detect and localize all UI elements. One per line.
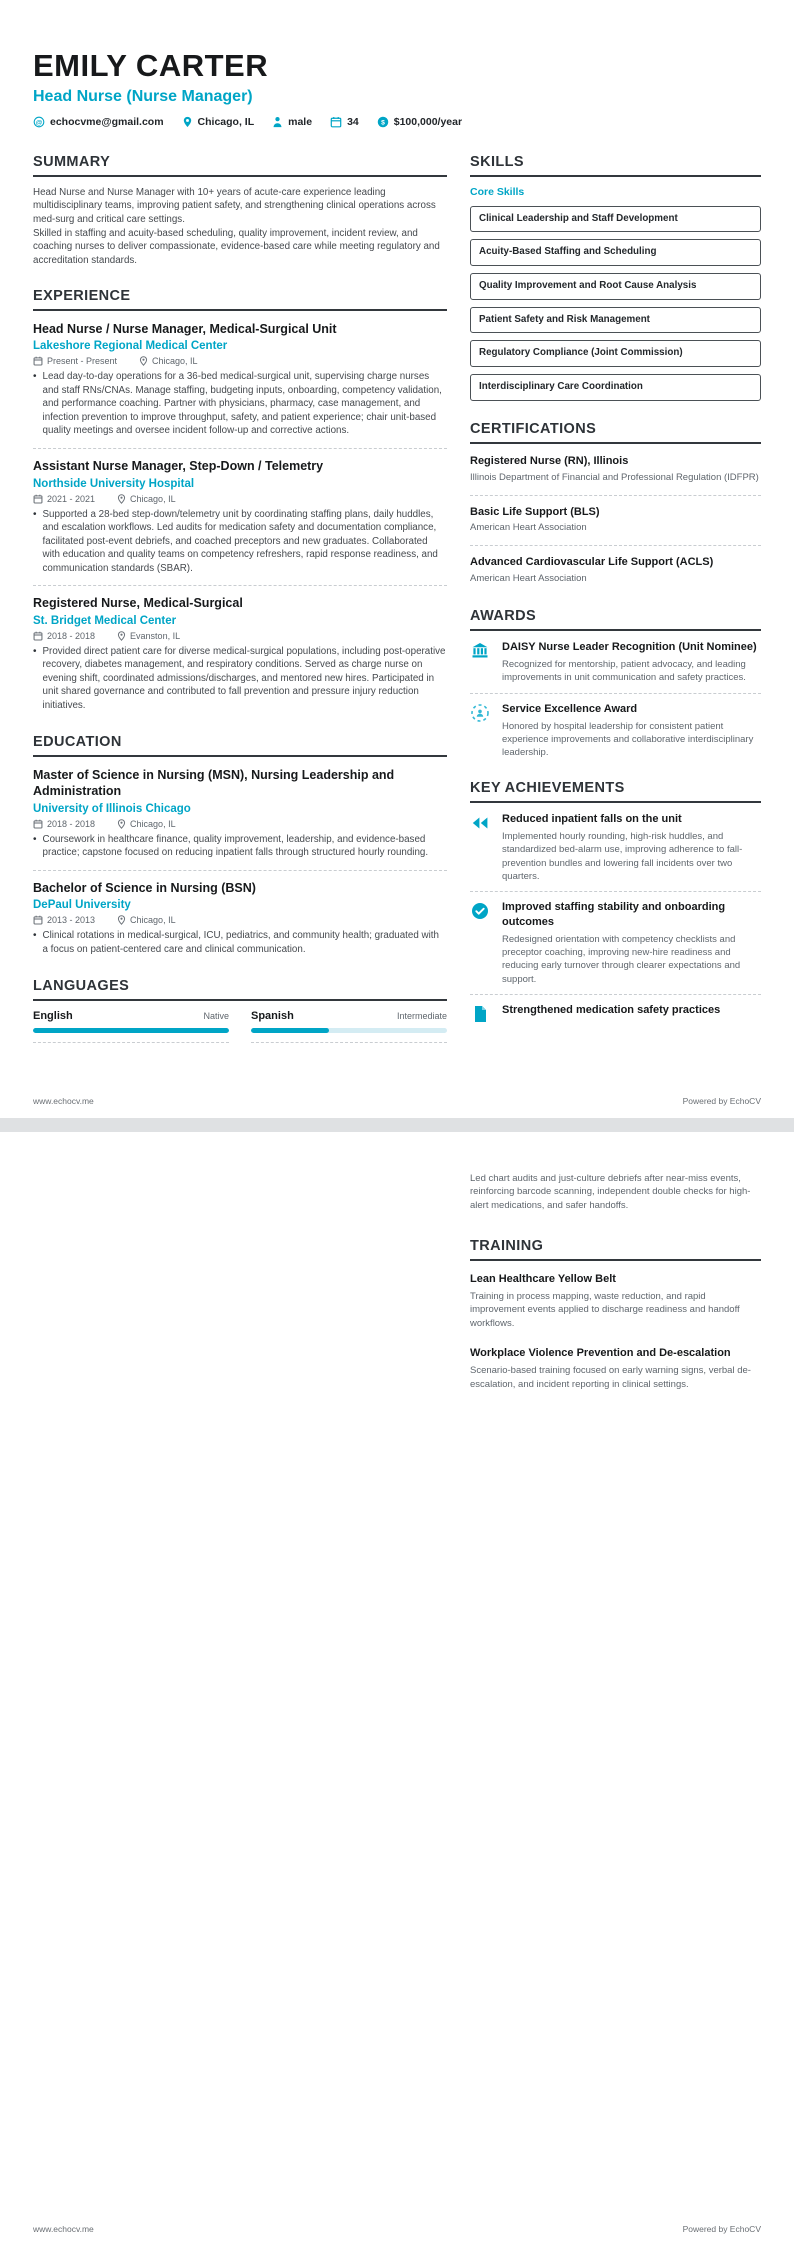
document-icon [470, 1003, 492, 1029]
language-bar [33, 1028, 229, 1033]
award-description: Honored by hospital leadership for consistent patient experience improvements and collaborative interdisciplinary leadership. [502, 720, 754, 759]
education-entry [33, 766, 447, 861]
certification-issuer: American Heart Association [470, 522, 587, 534]
page-footer [33, 2224, 761, 2234]
experience-company: St. Bridget Medical Center [33, 614, 177, 627]
entry-divider [33, 448, 447, 449]
location-pin-icon [117, 915, 126, 925]
calendar-icon [33, 915, 43, 925]
award-description: Recognized for mentorship, patient advocacy, and leading improvements in unit communication and safety practices. [502, 658, 746, 684]
experience-bullet: • Lead day-to-day operations for a 36-bed medical-surgical unit, supervising charge nurses and staff RNs/CNAs. Manage staffing, budgeting inputs, onboarding, competency validation, and performance coaching. Partner with physicians, pharmacy, case management, and infection prevention to improve throughput, safety, and patient experience; chair unit-based quality meetings and oversee incident follow-up and corrective actions. [33, 370, 447, 438]
achievement-entry [470, 1003, 761, 1029]
email-icon [33, 116, 45, 128]
education-bullet: • Clinical rotations in medical-surgical, ICU, pediatrics, and community health; graduated with a focus on patient-centered care and clinical communication. [33, 929, 447, 956]
skill-tag: Patient Safety and Risk Management [470, 307, 761, 334]
calendar-icon [33, 356, 43, 366]
experience-title: Registered Nurse, Medical-Surgical [33, 596, 243, 611]
experience-dates: 2021 - 2021 [33, 494, 95, 504]
experience-heading: EXPERIENCE [33, 288, 447, 311]
certification-name: Basic Life Support (BLS) [470, 505, 600, 518]
certifications-section [470, 421, 761, 588]
achievement-title: Strengthened medication safety practices [502, 1003, 721, 1016]
experience-bullet: • Supported a 28-bed step-down/telemetry unit by coordinating staffing plans, daily huddles, and escalation workflows. Led audits for medication safety and documentation compliance, facilitated post-event debriefs, and coached preceptors and new graduates. Collaborated with education and quality teams on competency refreshers, rapid response readiness, and communication standards (SBAR). [33, 508, 447, 576]
training-entry [470, 1270, 761, 1332]
certification-issuer: American Heart Association [470, 572, 587, 584]
left-column [33, 154, 447, 1064]
training-title: Workplace Violence Prevention and De-escalation [470, 1347, 731, 1360]
education-section [33, 734, 447, 958]
institution-icon [470, 640, 492, 685]
contact-salary: $ $100,000/year [377, 116, 462, 128]
summary-heading: SUMMARY [33, 154, 447, 177]
award-entry [470, 702, 761, 760]
experience-location: Evanston, IL [117, 631, 180, 641]
rewind-icon [470, 812, 492, 883]
skills-section [470, 154, 761, 401]
certification-entry [470, 453, 761, 487]
certification-entry [470, 554, 761, 588]
svg-text:@: @ [35, 118, 43, 126]
education-dates: 2018 - 2018 [33, 819, 95, 829]
education-school: University of Illinois Chicago [33, 802, 191, 815]
entry-divider [33, 870, 447, 871]
page-divider [0, 1118, 794, 1132]
entry-divider [470, 891, 761, 892]
summary-paragraph: Skilled in staffing and acuity-based scheduling, quality improvement, incident review, and coaching nurses to deliver compassionate, evidence-based care while meeting regulatory and accreditation standards. [33, 227, 440, 267]
education-degree: Master of Science in Nursing (MSN), Nursing Leadership and Administration [33, 768, 395, 798]
education-location: Chicago, IL [117, 819, 176, 829]
achievements-section [470, 780, 761, 1029]
skill-tag: Regulatory Compliance (Joint Commission) [470, 340, 761, 367]
training-section [470, 1238, 761, 1393]
location-pin-icon [139, 356, 148, 366]
person-name: EMILY CARTER [33, 48, 269, 83]
dollar-circle-icon [377, 116, 389, 128]
check-circle-icon [470, 900, 492, 986]
education-location: Chicago, IL [117, 915, 176, 925]
experience-title: Assistant Nurse Manager, Step-Down / Telemetry [33, 458, 324, 473]
calendar-icon [33, 494, 43, 504]
experience-section [33, 288, 447, 715]
skill-tag: Clinical Leadership and Staff Development [470, 206, 761, 233]
awards-section [470, 608, 761, 760]
achievements-heading: KEY ACHIEVEMENTS [470, 780, 761, 803]
skill-tag: Quality Improvement and Root Cause Analysis [470, 273, 761, 300]
achievement-description: Implemented hourly rounding, high-risk huddles, and standardized bed-alarm use, improving adherence to fall-prevention bundles and lowering fall incidents over two quarters. [502, 831, 743, 882]
resume-page-2 [0, 1132, 794, 2246]
location-pin-icon [117, 819, 126, 829]
award-entry [470, 640, 761, 685]
contact-age: 34 [330, 116, 359, 128]
experience-location: Chicago, IL [117, 494, 176, 504]
calendar-icon [330, 116, 342, 128]
location-pin-icon [117, 494, 126, 504]
experience-entry [33, 457, 447, 577]
training-description: Scenario-based training focused on early warning signs, verbal de-escalation, and incident reporting in clinical settings. [470, 1365, 751, 1390]
entry-divider [470, 693, 761, 694]
footer-powered-by: Powered by EchoCV [682, 2224, 761, 2234]
calendar-icon [33, 631, 43, 641]
location-pin-icon [117, 631, 126, 641]
award-title: DAISY Nurse Leader Recognition (Unit Nominee) [502, 640, 757, 653]
contact-email: @ echocvme@gmail.com [33, 116, 164, 128]
contact-row [33, 116, 761, 128]
language-item [251, 1010, 447, 1043]
experience-entry [33, 594, 447, 714]
footer-site-url: www.echocv.me [33, 1096, 94, 1106]
customer-focus-icon [470, 702, 492, 760]
language-level: Native [203, 1011, 229, 1022]
resume-page-1 [0, 0, 794, 1118]
experience-company: Northside University Hospital [33, 477, 195, 490]
left-column-page2 [33, 1172, 447, 1413]
certification-entry [470, 504, 761, 538]
language-item [33, 1010, 229, 1043]
training-entry [470, 1344, 761, 1393]
right-column [470, 154, 761, 1064]
experience-dates: Present - Present [33, 356, 117, 366]
education-heading: EDUCATION [33, 734, 447, 757]
experience-entry [33, 320, 447, 440]
certification-name: Advanced Cardiovascular Life Support (ACLS) [470, 556, 714, 569]
entry-divider [33, 1042, 229, 1043]
language-bar [251, 1028, 447, 1033]
resume-header [33, 50, 761, 128]
training-title: Lean Healthcare Yellow Belt [470, 1272, 616, 1285]
skills-group-label: Core Skills [470, 185, 525, 198]
certification-name: Registered Nurse (RN), Illinois [470, 454, 629, 467]
education-degree: Bachelor of Science in Nursing (BSN) [33, 880, 256, 895]
skill-tag: Interdisciplinary Care Coordination [470, 374, 761, 401]
person-icon [272, 116, 283, 128]
awards-heading: AWARDS [470, 608, 761, 631]
experience-company: Lakeshore Regional Medical Center [33, 340, 228, 353]
contact-gender: male [272, 116, 312, 128]
location-pin-icon [182, 116, 193, 128]
achievement-description: Redesigned orientation with competency checklists and preceptor coaching, improving new-hire readiness and reducing early turnover through clearer expectations and support. [502, 933, 741, 985]
summary-paragraph: Head Nurse and Nurse Manager with 10+ years of acute-care experience leading multidisciplinary teams, improving patient safety, and strengthening clinical operations across med-surg and critical care settings. [33, 186, 436, 225]
svg-text:$: $ [380, 118, 385, 126]
certifications-heading: CERTIFICATIONS [470, 421, 761, 444]
languages-heading: LANGUAGES [33, 978, 447, 1001]
achievement-title: Improved staffing stability and onboarding outcomes [502, 901, 726, 928]
entry-divider [470, 545, 761, 546]
training-heading: TRAINING [470, 1238, 761, 1261]
achievement-description-continued: Led chart audits and just-culture debriefs after near-miss events, reinforcing barcode scanning, independent double checks for high-alert medications, and safer handoffs. [470, 1173, 751, 1211]
entry-divider [33, 585, 447, 586]
education-entry [33, 879, 447, 959]
languages-section [33, 978, 447, 1043]
summary-section [33, 154, 447, 268]
skill-tag: Acuity-Based Staffing and Scheduling [470, 239, 761, 266]
footer-site-url: www.echocv.me [33, 2224, 94, 2234]
person-job-title: Head Nurse (Nurse Manager) [33, 87, 253, 105]
entry-divider [251, 1042, 447, 1043]
language-level: Intermediate [396, 1011, 447, 1022]
contact-location: Chicago, IL [182, 116, 255, 128]
language-name: Spanish [251, 1010, 294, 1023]
achievement-entry [470, 812, 761, 883]
experience-location: Chicago, IL [139, 356, 198, 366]
achievement-entry [470, 900, 761, 986]
right-column-page2 [470, 1172, 761, 1413]
page-footer [33, 1096, 761, 1106]
entry-divider [470, 495, 761, 496]
certification-issuer: Illinois Department of Financial and Professional Regulation (IDFPR) [470, 471, 759, 483]
education-school: DePaul University [33, 899, 131, 912]
language-name: English [33, 1010, 73, 1023]
skills-heading: SKILLS [470, 154, 761, 177]
training-description: Training in process mapping, waste reduction, and rapid improvement events applied to discharge readiness and handoff workflows. [470, 1291, 740, 1329]
experience-bullet: • Provided direct patient care for diverse medical-surgical populations, including post-operative recovery, diabetes management, and respiratory conditions. Served as charge nurse on evening shift, coordinated admissions/discharges, and mentored new hires. Participated in unit shared governance and contributed to fall prevention and pressure injury reduction initiatives. [33, 645, 447, 713]
experience-dates: 2018 - 2018 [33, 631, 95, 641]
experience-title: Head Nurse / Nurse Manager, Medical-Surgical Unit [33, 321, 337, 336]
achievement-title: Reduced inpatient falls on the unit [502, 812, 682, 825]
education-bullet: • Coursework in healthcare finance, quality improvement, leadership, and evidence-based practice; capstone focused on reducing inpatient falls through structured hourly rounding. [33, 833, 447, 860]
footer-powered-by: Powered by EchoCV [682, 1096, 761, 1106]
award-title: Service Excellence Award [502, 702, 638, 715]
education-dates: 2013 - 2013 [33, 915, 95, 925]
calendar-icon [33, 819, 43, 829]
entry-divider [470, 994, 761, 995]
